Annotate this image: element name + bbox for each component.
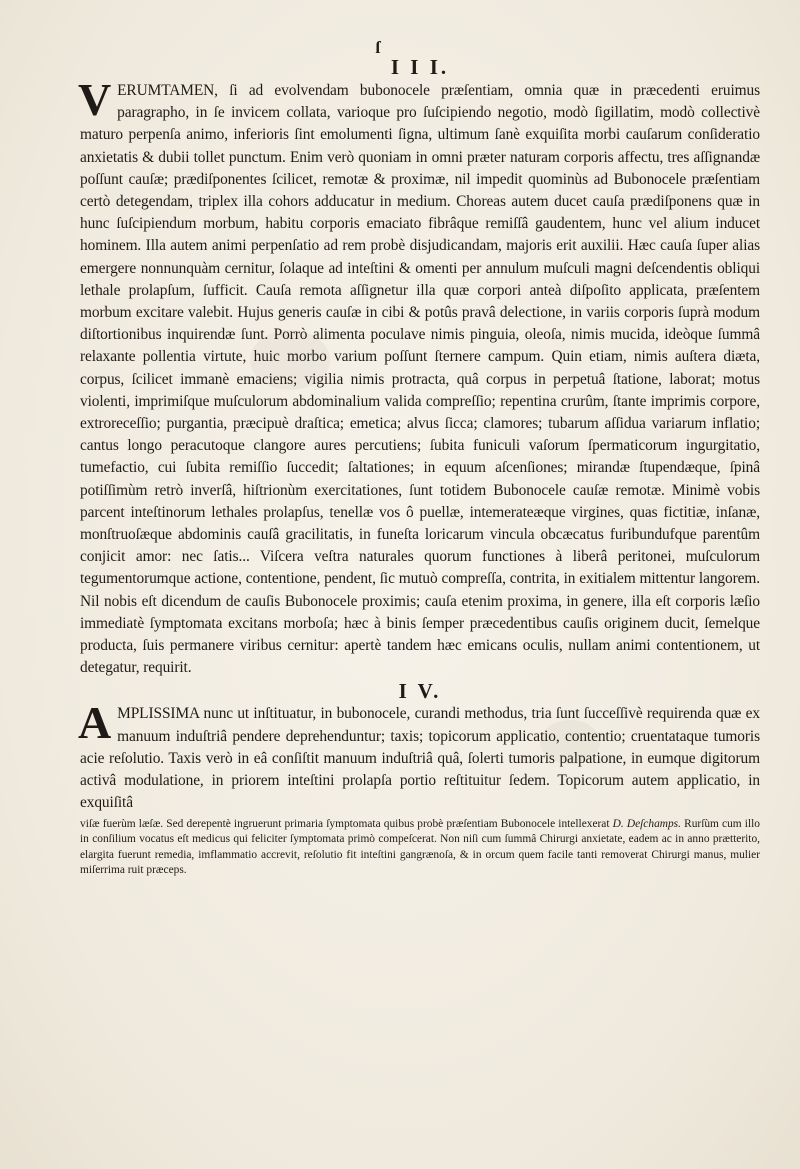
- footnote: [80, 817, 760, 879]
- footnote-author: D. Deſchamps.: [612, 817, 681, 830]
- section-three-paragraph: [78, 74, 760, 679]
- section-number-four: I V.: [398, 679, 442, 704]
- section-four-text: MPLISSIMA nunc ut inſtituatur, in bubonocele, curandi methodus, tria ſunt ſucceſſivè requirenda quæ ex manuum induſtriâ pendere deprehenduntur; taxis; topicorum applicatio, contentio; cruentataque tumoris acie reſolutio. Taxis verò in eâ conſiſtit manuum induſtriâ quâ, ſolerti tumoris palpatione, in eumque digitorum activâ modulatione, in priorem inteſtini prolapſa portio reſtituitur ſedem. Topicorum autem applicatio, in exquiſitâ: [80, 705, 760, 812]
- footnote-text-end: Rurſùm cum illo in conſilium vocatus eſt medicus qui feliciter ſymptomata primò compeſcerat. Non niſi cum ſummâ Chirurgi anxietate, eadem ac in anno prætterito, elargita fuerunt remedia, imflammatio accrevit, reſolutio fit inteſtini gangrænoſa, & in orcum quem facile tanti removerat Chirurgi manus, mulier miſerrima ruit præceps.: [80, 817, 760, 877]
- section-number-three: I I I.: [390, 55, 450, 79]
- section-three-text: ERUMTAMEN, ſi ad evolvendam bubonocele præſentiam, omnia quæ in præcedenti eruimus paragrapho, in ſe invicem collata, varioque pro ſuſcipiendo negotio, modò ſigillatim, modò collectivè maturo perpenſa animo, inferioris ſint emolumenti ſigna, ultimum ſanè exquiſita morbi cauſarum conſideratio anxietatis & dubii tollet punctum. Enim verò quoniam in omni præter naturam corporis affectu, tres aſſignandæ poſſunt cauſæ; prædiſponentes ſcilicet, remotæ & proximæ, nil impedit quominùs ad Bubonocele præſentiam certò detegendam, triplex illa cohors adducatur in medium. Choreas autem ducet cauſa prædiſponens quæ in hunc ſuſcipiendum morbum, habitu corporis emaciato fibrâque remiſſâ gaudentem, hunc vel alium inducet hominem. Illa autem animi perpenſatio ad rem probè disjudicandam, majoris erit auxilii. Hæc cauſa ſuper alias emergere nonnunquàm cernitur, ſolaque ad inteſtini & omenti per annulum muſculi magni deſcendentis obliqui lethale prolapſum, ſufficit. Cauſa remota aſſignetur illa quæ corpori anteà diſpoſito applicata, præſentem morbum excitare valebit. Hujus generis cauſæ in cibi & potûs pravâ delectione, in variis corporis ſuprà modum diſtortionibus inquirendæ ſunt. Porrò alimenta poculave nimis pinguia, oleoſa, nimis mucida, ideòque ſummâ relaxante pollentia virtute, huic morbo varium poſſunt ſternere campum. Quin etiam, nimis auſtera diæta, corpus, ſcilicet immanè emaciens; vigilia nimis protracta, quâ corpus in perpetuâ ſtatione, laborat; motus violenti, imprimiſque muſculorum abdominalium valida compreſſio; repentina crurûm, ſtante imprimis corpore, extroreceſſio; purgantia, præcipuè draſtica; emetica; alvus ſicca; clamores; tubarum aſſidua variarum inflatio; cantus longo peracutoque clangore aures percutiens; ſubita funiculi vaſorum ſpermaticorum ingurgitatio, tumefactio, cui ſubita remiſſio ſuccedit; ſaltationes; in equum aſcenſiones; mirandæ ſtupendæque, ſpinâ potiſſimùm retrò inverſâ, hiſtrionùm exercitationes, ſunt totidem Bubonocele cauſæ remotæ. Minimè vobis parcent inteſtinorum lethales prolapſus, tenellæ vos ô puellæ, intemerateæque virgines, quas fictitiæ, inſanæ, monſtruoſæque abdominis cauſâ gracilitatis, in funeſta loricarum vincula obcæcatus furibundufque parentûm conjicit amor: nec ſatis... Viſcera veſtra naturales quorum functiones à liberâ peritonei, muſculorum tegumentorumque actione, contentione, pendent, ſic mutuò compreſſa, contrita, in exitialem mittentur langorem. Nil nobis eſt dicendum de cauſis Bubonocele proximis; cauſa etenim proxima, in genere, illa eſt corporis læſio immediatè ſymptomata excitans morboſa; hæc à binis ſemper præcedentibus cauſis originem ducit, ſemelque producta, ſuis permanere viribus cernitur: apertè tandem hæc emicans oculis, nullam animi contentionem, ut detegatur, requirit.: [80, 82, 760, 677]
- dropcap-a: A: [78, 697, 112, 749]
- section-four-paragraph: [78, 697, 760, 814]
- footnote-text-start: viſæ fuerùm læſæ. Sed derepentè ingruerunt primaria ſymptomata quibus probè præſentiam Bubonocele intellexerat: [80, 817, 613, 830]
- dropcap-v: V: [78, 74, 112, 125]
- signature-mark: ſ: [375, 38, 381, 57]
